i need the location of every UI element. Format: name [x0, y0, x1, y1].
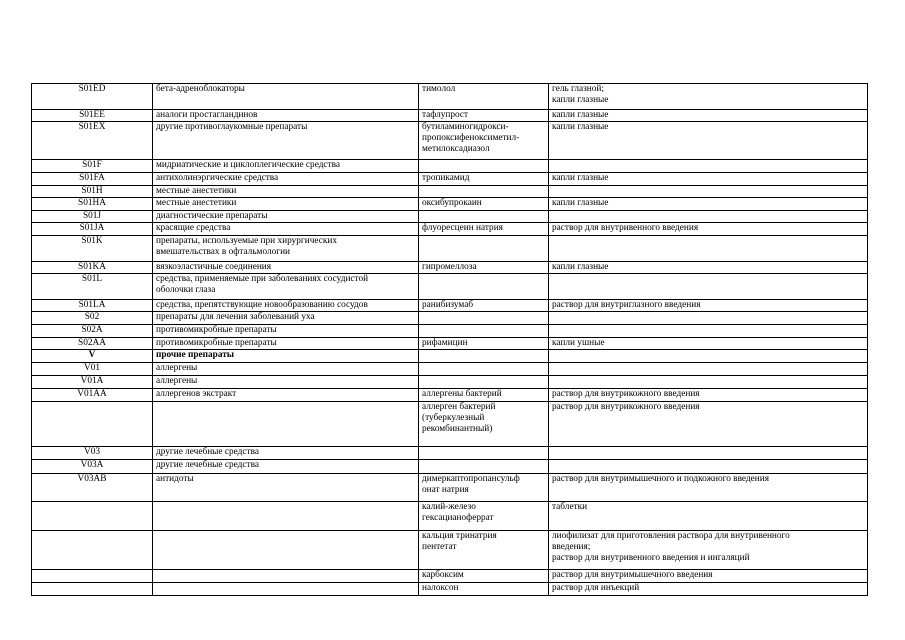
drug-text-line: оксибупрокаин: [422, 198, 482, 208]
group-text-line: прочие препараты: [156, 350, 235, 360]
drug-cell: [419, 363, 549, 376]
table-row: [32, 236, 868, 262]
group-cell: [153, 173, 419, 186]
table-row: [32, 350, 868, 363]
table-row: [32, 502, 868, 531]
form-cell: [549, 173, 868, 186]
table-row: [32, 583, 868, 596]
code-cell: S01FA: [32, 173, 153, 186]
group-text-line: другие лечебные средства: [156, 447, 259, 457]
table-row: [32, 460, 868, 474]
form-text-line: гель глазной;: [552, 84, 604, 94]
form-cell: [549, 84, 868, 110]
group-text-line: антидоты: [156, 474, 194, 484]
form-cell: [549, 389, 868, 402]
group-text-line: другие противоглаукомные препараты: [156, 122, 308, 132]
form-cell: [549, 262, 868, 274]
form-cell: [549, 338, 868, 350]
form-cell: [549, 583, 868, 596]
code-cell: S01L: [32, 274, 153, 300]
group-cell: [153, 312, 419, 325]
drug-cell: [419, 350, 549, 363]
table-row: [32, 363, 868, 376]
group-cell: [153, 325, 419, 338]
code-cell: S01J: [32, 211, 153, 223]
group-cell: [153, 122, 419, 160]
group-cell: [153, 402, 419, 447]
code-cell: V03A: [32, 460, 153, 474]
drug-cell: [419, 312, 549, 325]
drug-text-line: гексацианоферрат: [422, 513, 494, 523]
table-row: [32, 223, 868, 236]
table-row: [32, 186, 868, 198]
drug-text-line: карбоксим: [422, 570, 464, 580]
form-cell: [549, 160, 868, 173]
group-cell: [153, 363, 419, 376]
form-cell: [549, 531, 868, 570]
form-cell: [549, 186, 868, 198]
group-cell: [153, 300, 419, 312]
group-cell: [153, 262, 419, 274]
code-cell: V03AB: [32, 474, 153, 502]
form-cell: [549, 122, 868, 160]
drug-cell: [419, 300, 549, 312]
table-row: [32, 160, 868, 173]
group-text-line: вмешательствах в офтальмологии: [156, 247, 291, 257]
form-cell: [549, 312, 868, 325]
group-text-line: аллергенов экстракт: [156, 389, 237, 399]
drug-cell: [419, 84, 549, 110]
drug-cell: [419, 211, 549, 223]
group-cell: [153, 223, 419, 236]
drug-cell: [419, 502, 549, 531]
drug-text-line: тафлупрост: [422, 110, 469, 120]
form-cell: [549, 325, 868, 338]
group-text-line: аллергены: [156, 363, 198, 373]
group-text-line: антихолинэргические средства: [156, 173, 279, 183]
drug-text-line: (туберкулезный: [422, 413, 485, 423]
table-body: [32, 84, 868, 596]
drug-text-line: димеркаптопропансульф: [422, 474, 520, 484]
group-cell: [153, 338, 419, 350]
group-text-line: противомикробные препараты: [156, 325, 277, 335]
form-text-line: капли глазные: [552, 95, 609, 105]
drug-text-line: флуоресцеин натрия: [422, 223, 503, 233]
form-cell: [549, 402, 868, 447]
drug-cell: [419, 186, 549, 198]
group-cell: [153, 186, 419, 198]
drug-cell: [419, 173, 549, 186]
group-text-line: мидриатические и циклоплегические средства: [156, 160, 341, 170]
form-cell: [549, 460, 868, 474]
group-text-line: другие лечебные средства: [156, 460, 259, 470]
group-cell: [153, 531, 419, 570]
group-text-line: противомикробные препараты: [156, 338, 277, 348]
drug-cell: [419, 376, 549, 389]
table-row: [32, 122, 868, 160]
group-text-line: препараты, используемые при хирургических: [156, 236, 337, 246]
drug-text-line: ранибизумаб: [422, 300, 474, 310]
table-row: [32, 211, 868, 223]
code-cell: S01LA: [32, 300, 153, 312]
group-text-line: вязкоэластичные соединения: [156, 262, 272, 272]
code-cell: [32, 402, 153, 447]
form-text-line: лиофилизат для приготовления раствора для внутривенного: [552, 531, 790, 541]
group-text-line: средства, препятствующие новообразованию сосудов: [156, 300, 368, 310]
code-cell: S01F: [32, 160, 153, 173]
drug-text-line: аллергены бактерий: [422, 389, 502, 399]
drug-text-line: тропикамид: [422, 173, 470, 183]
form-text-line: раствор для внутрикожного введения: [552, 402, 700, 412]
form-text-line: капли глазные: [552, 122, 609, 132]
group-cell: [153, 474, 419, 502]
group-cell: [153, 350, 419, 363]
group-text-line: красящие средства: [156, 223, 231, 233]
drug-text-line: гипромеллоза: [422, 262, 477, 272]
form-cell: [549, 570, 868, 583]
form-text-line: раствор для инъекций: [552, 583, 640, 593]
drug-text-line: бутиламиногидрокси-: [422, 122, 509, 132]
table-row: [32, 338, 868, 350]
group-cell: [153, 211, 419, 223]
code-cell: [32, 583, 153, 596]
code-cell: S01EX: [32, 122, 153, 160]
group-text-line: аналоги простагландинов: [156, 110, 258, 120]
group-cell: [153, 376, 419, 389]
drug-cell: [419, 274, 549, 300]
drug-cell: [419, 160, 549, 173]
drug-text-line: онат натрия: [422, 485, 469, 495]
form-text-line: раствор для внутривенного введения: [552, 223, 699, 233]
code-cell: S02: [32, 312, 153, 325]
drug-cell: [419, 460, 549, 474]
drug-cell: [419, 198, 549, 211]
table-row: [32, 447, 868, 460]
form-cell: [549, 223, 868, 236]
drug-cell: [419, 325, 549, 338]
drug-cell: [419, 122, 549, 160]
drug-text-line: налоксон: [422, 583, 459, 593]
drug-text-line: пентетат: [422, 542, 457, 552]
form-text-line: таблетки: [552, 502, 588, 512]
code-cell: [32, 570, 153, 583]
drug-text-line: рифамицин: [422, 338, 468, 348]
group-text-line: диагностические препараты: [156, 211, 268, 221]
group-cell: [153, 460, 419, 474]
group-cell: [153, 274, 419, 300]
drug-text-line: метилоксадиазол: [422, 144, 490, 154]
form-text-line: раствор для внутримышечного введения: [552, 570, 713, 580]
table-row: [32, 389, 868, 402]
drug-cell: [419, 110, 549, 122]
drug-cell: [419, 531, 549, 570]
drug-cell: [419, 389, 549, 402]
table-row: [32, 402, 868, 447]
drug-cell: [419, 402, 549, 447]
drug-cell: [419, 583, 549, 596]
code-cell: S01JA: [32, 223, 153, 236]
form-text-line: капли глазные: [552, 198, 609, 208]
form-text-line: капли глазные: [552, 262, 609, 272]
group-text-line: местные анестетики: [156, 186, 237, 196]
code-cell: V01A: [32, 376, 153, 389]
form-text-line: раствор для внутрикожного введения: [552, 389, 700, 399]
code-cell: S01ED: [32, 84, 153, 110]
drug-cell: [419, 570, 549, 583]
form-cell: [549, 110, 868, 122]
table-row: [32, 376, 868, 389]
drug-text-line: пропоксифеноксиметил-: [422, 133, 520, 143]
code-cell: V: [32, 350, 153, 363]
drug-cell: [419, 236, 549, 262]
group-cell: [153, 389, 419, 402]
drug-cell: [419, 474, 549, 502]
group-text-line: аллергены: [156, 376, 198, 386]
form-cell: [549, 474, 868, 502]
form-text-line: раствор для внутривенного введения и ингаляций: [552, 553, 750, 563]
form-cell: [549, 447, 868, 460]
form-text-line: капли глазные: [552, 173, 609, 183]
group-cell: [153, 570, 419, 583]
group-cell: [153, 236, 419, 262]
drug-text-line: тимолол: [422, 84, 456, 94]
form-cell: [549, 502, 868, 531]
group-text-line: местные анестетики: [156, 198, 237, 208]
drug-cell: [419, 338, 549, 350]
code-cell: V01AA: [32, 389, 153, 402]
drug-cell: [419, 262, 549, 274]
table-row: [32, 110, 868, 122]
form-cell: [549, 350, 868, 363]
table-row: [32, 300, 868, 312]
code-cell: [32, 502, 153, 531]
group-text-line: препараты для лечения заболеваний уха: [156, 312, 315, 322]
drug-text-line: калий-железо: [422, 502, 476, 512]
table-row: [32, 262, 868, 274]
table-row: [32, 84, 868, 110]
drug-classification-table: [31, 83, 868, 596]
form-text-line: раствор для внутриглазного введения: [552, 300, 701, 310]
code-cell: S01H: [32, 186, 153, 198]
form-text-line: раствор для внутримышечного и подкожного введения: [552, 474, 769, 484]
form-cell: [549, 376, 868, 389]
form-cell: [549, 198, 868, 211]
form-cell: [549, 211, 868, 223]
group-text-line: бета-адреноблокаторы: [156, 84, 245, 94]
group-cell: [153, 502, 419, 531]
group-text-line: оболочки глаза: [156, 285, 216, 295]
table-row: [32, 312, 868, 325]
group-cell: [153, 84, 419, 110]
code-cell: S01EE: [32, 110, 153, 122]
group-cell: [153, 583, 419, 596]
form-text-line: капли глазные: [552, 110, 609, 120]
table-row: [32, 173, 868, 186]
form-cell: [549, 274, 868, 300]
code-cell: S02A: [32, 325, 153, 338]
code-cell: S01K: [32, 236, 153, 262]
code-cell: [32, 531, 153, 570]
group-cell: [153, 198, 419, 211]
group-cell: [153, 110, 419, 122]
table-row: [32, 474, 868, 502]
code-cell: V03: [32, 447, 153, 460]
table-row: [32, 274, 868, 300]
group-text-line: средства, применяемые при заболеваниях сосудистой: [156, 274, 369, 284]
drug-cell: [419, 447, 549, 460]
table-row: [32, 570, 868, 583]
group-cell: [153, 160, 419, 173]
drug-cell: [419, 223, 549, 236]
drug-text-line: рекомбинантный): [422, 424, 493, 434]
code-cell: V01: [32, 363, 153, 376]
form-cell: [549, 363, 868, 376]
table-row: [32, 198, 868, 211]
group-cell: [153, 447, 419, 460]
code-cell: S01KA: [32, 262, 153, 274]
form-cell: [549, 300, 868, 312]
form-cell: [549, 236, 868, 262]
table-row: [32, 325, 868, 338]
form-text-line: капли ушные: [552, 338, 605, 348]
code-cell: S02AA: [32, 338, 153, 350]
drug-text-line: аллерген бактерий: [422, 402, 496, 412]
table-row: [32, 531, 868, 570]
drug-text-line: кальция тринатрия: [422, 531, 497, 541]
code-cell: S01HA: [32, 198, 153, 211]
form-text-line: введения;: [552, 542, 591, 552]
